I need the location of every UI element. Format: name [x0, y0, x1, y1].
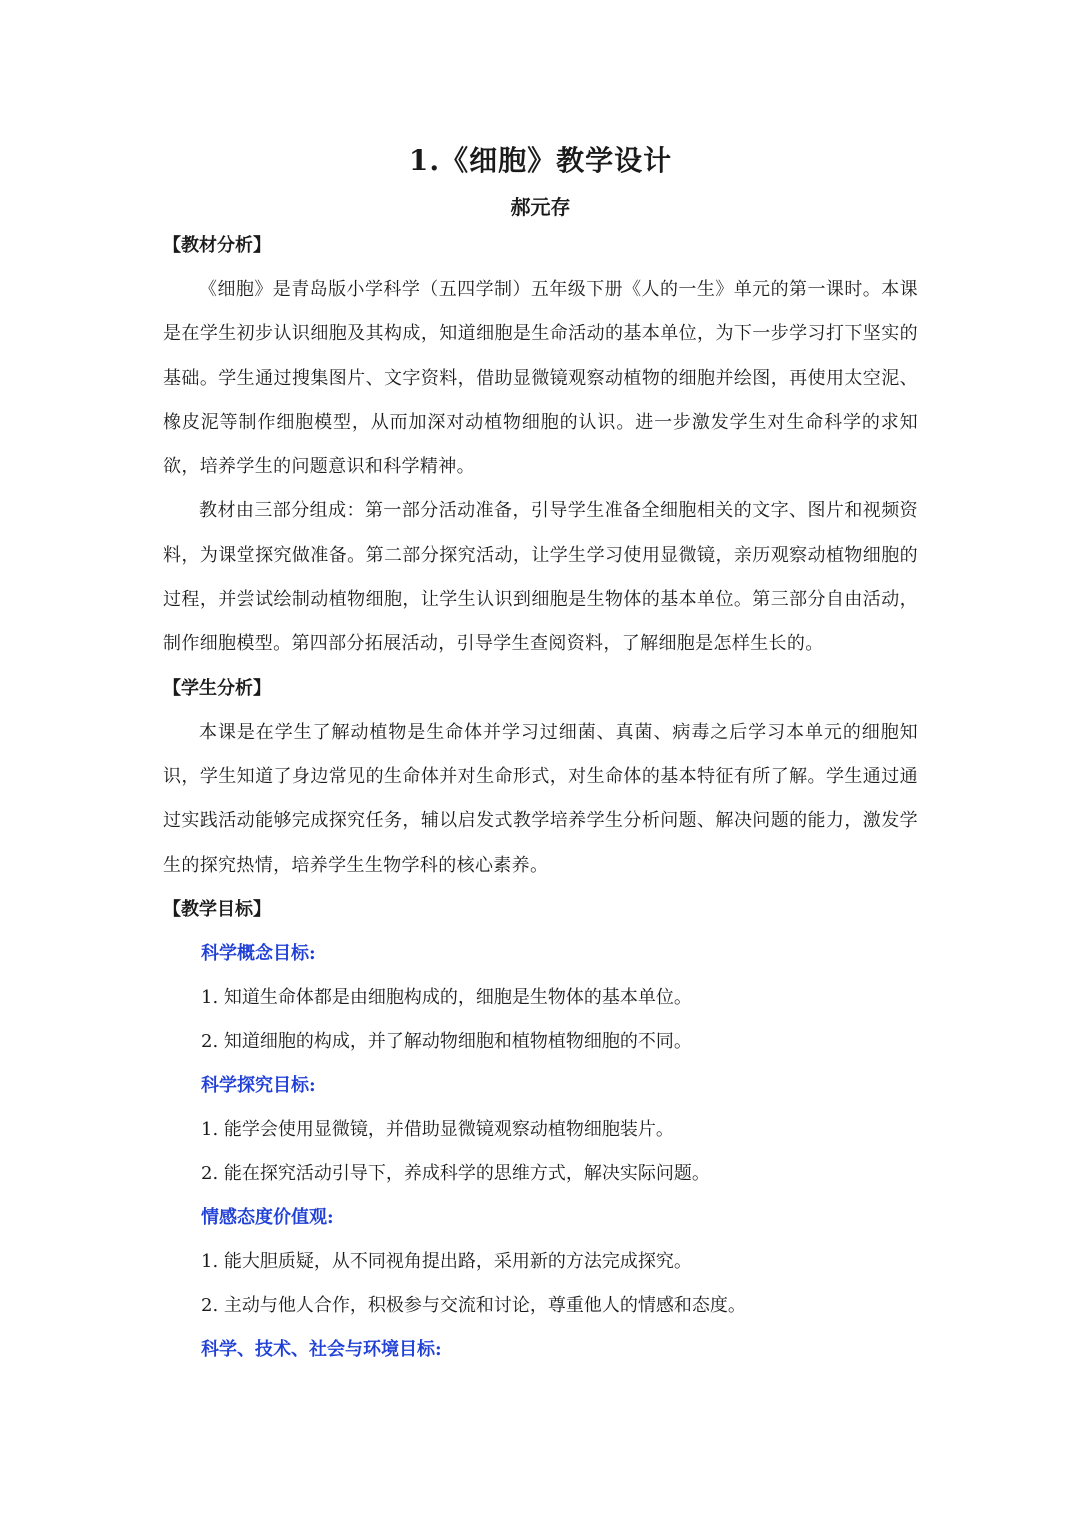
inquiry-goals-label: 科学探究目标:	[201, 1074, 316, 1096]
student-analysis-heading: 【学生分析】	[163, 677, 271, 699]
document-page	[163, 138, 918, 1372]
concept-goals-label: 科学概念目标:	[201, 942, 316, 964]
stse-goals-label: 科学、技术、社会与环境目标:	[201, 1338, 442, 1360]
attitude-goals-label: 情感态度价值观:	[201, 1206, 334, 1228]
material-analysis-heading: 【教材分析】	[163, 235, 271, 256]
document-title: 1.《细胞》教学设计	[408, 144, 673, 177]
concept-goal-item-1: 1. 知道生命体都是由细胞构成的，细胞是生物体的基本单位。	[201, 986, 692, 1008]
concept-goal-item-2: 2. 知道细胞的构成，并了解动物细胞和植物植物细胞的不同。	[201, 1030, 692, 1052]
student-analysis-section	[163, 667, 918, 888]
material-analysis-paragraph-1: 《细胞》是青岛版小学科学（五四学制）五年级下册《人的一生》单元的第一课时。本课是在学生初步认识细胞及其构成，知道细胞是生命活动的基本单位，为下一步学习打下坚实的基础。学生通过搜集图片、文字资料，借助显微镜观察动植物的细胞并绘图，再使用太空泥、橡皮泥等制作细胞模型，从而加深对动植物细胞的认识。进一步激发学生对生命科学的求知欲，培养学生的问题意识和科学精神。	[163, 279, 918, 478]
material-analysis-section	[163, 224, 918, 667]
attitude-goal-item-2: 2. 主动与他人合作，积极参与交流和讨论，尊重他人的情感和态度。	[201, 1294, 746, 1316]
teaching-goals-heading: 【教学目标】	[163, 898, 271, 920]
student-analysis-paragraph: 本课是在学生了解动植物是生命体并学习过细菌、真菌、病毒之后学习本单元的细胞知识，学生知道了身边常见的生命体并对生命形式，对生命体的基本特征有所了解。学生通过通过实践活动能够完成探究任务，辅以启发式教学培养学生分析问题、解决问题的能力，激发学生的探究热情，培养学生生物学科的核心素养。	[163, 721, 918, 876]
material-analysis-paragraph-2: 教材由三部分组成：第一部分活动准备，引导学生准备全细胞相关的文字、图片和视频资料，为课堂探究做准备。第二部分探究活动，让学生学习使用显微镜，亲历观察动植物细胞的过程，并尝试绘制动植物细胞，让学生认识到细胞是生物体的基本单位。第三部分自由活动，制作细胞模型。第四部分拓展活动，引导学生查阅资料，了解细胞是怎样生长的。	[163, 500, 918, 655]
inquiry-goal-item-1: 1. 能学会使用显微镜，并借助显微镜观察动植物细胞装片。	[201, 1118, 674, 1140]
teaching-goals-section	[163, 888, 918, 1372]
inquiry-goal-item-2: 2. 能在探究活动引导下，养成科学的思维方式，解决实际问题。	[201, 1162, 710, 1184]
attitude-goal-item-1: 1. 能大胆质疑，从不同视角提出路，采用新的方法完成探究。	[201, 1250, 692, 1272]
author-name: 郝元存	[510, 195, 571, 219]
